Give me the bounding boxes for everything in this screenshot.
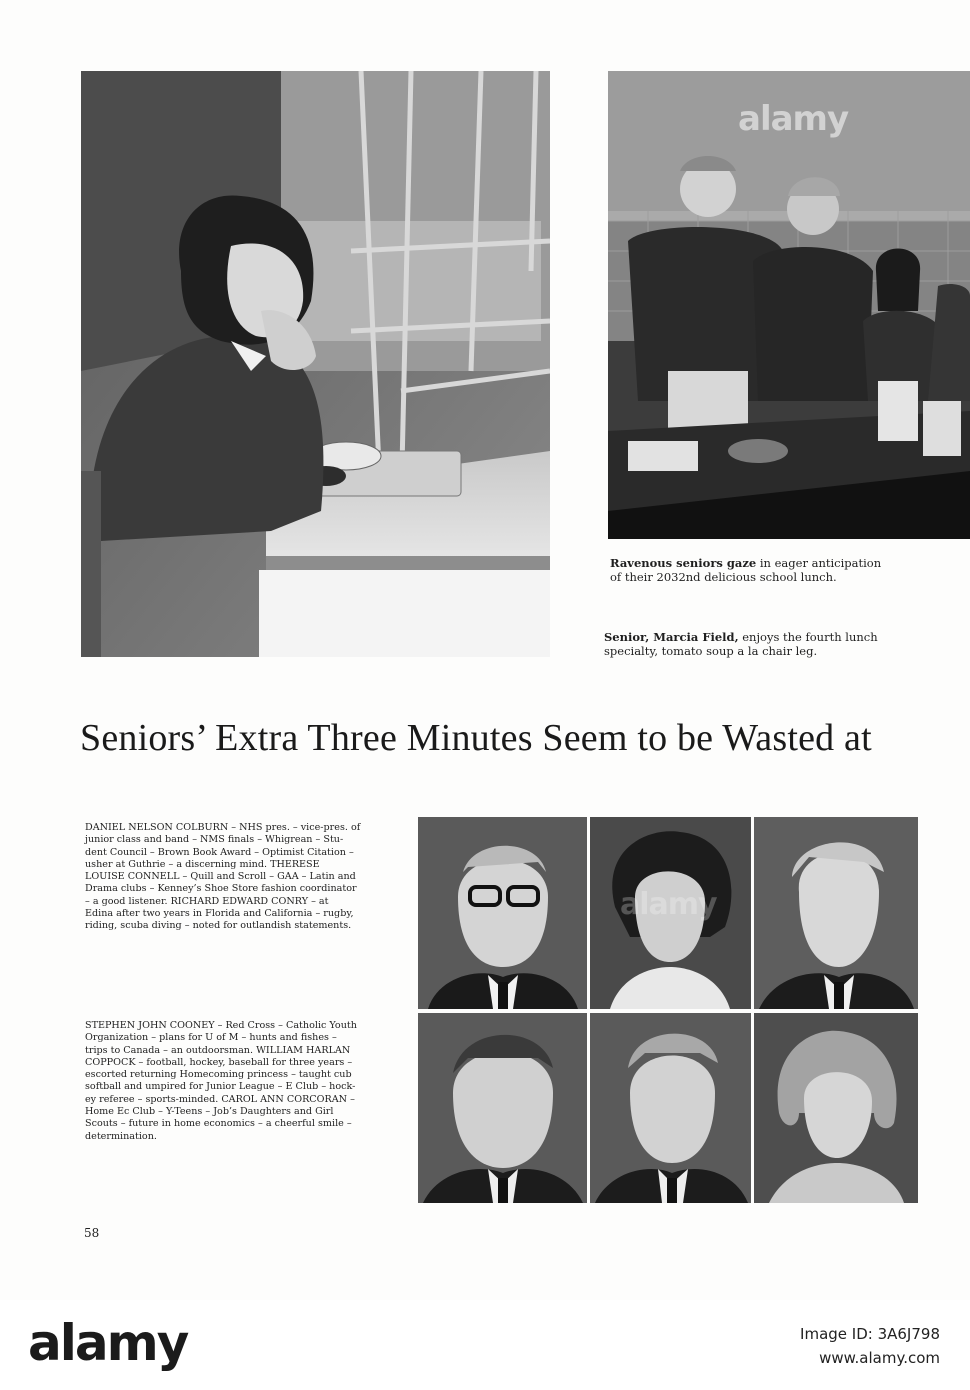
photo-girl-eating-lunch-art — [81, 71, 550, 657]
stock-logo: alamy — [28, 1314, 188, 1372]
bio-line: riding, scuba diving – noted for outlandish statements. — [85, 920, 352, 932]
caption-ravenous-line2: of their 2032nd delicious school lunch. — [610, 570, 837, 584]
bio-line: COPPOCK – football, hockey, baseball for three years – — [85, 1056, 353, 1068]
bio-line: escorted returning Homecoming princess – taught cub — [85, 1069, 352, 1081]
photo-girl-eating-lunch — [81, 71, 550, 657]
caption-ravenous-lead: Ravenous seniors gaze — [610, 556, 757, 570]
portrait-conry — [754, 817, 918, 1009]
caption-marcia-field — [604, 630, 944, 658]
page-number: 58 — [84, 1226, 100, 1240]
bio-line: DANIEL NELSON COLBURN – NHS pres. – vice-pres. of — [85, 822, 361, 833]
portrait-watermark: alamy — [620, 887, 717, 922]
portrait-cooney — [418, 1013, 587, 1203]
bio-block-second — [85, 1020, 393, 1143]
bio-line: trips to Canada – an outdoorsman. WILLIAM HARLAN — [85, 1044, 351, 1056]
portrait-corcoran-art — [754, 1013, 918, 1203]
portrait-conry-art — [754, 817, 918, 1009]
caption-ravenous-rest: in eager anticipation — [756, 556, 882, 570]
caption-ravenous-seniors — [610, 556, 940, 584]
stock-image-info — [800, 1322, 940, 1370]
bio-line: Edina after two years in Florida and California – rugby, — [85, 908, 354, 920]
bio-line: junior class and band – NMS finals – Whigrean – Stu- — [85, 834, 344, 846]
bio-line: softball and umpired for Junior League – E Club – hock- — [85, 1081, 356, 1093]
caption-marcia-lead: Senior, Marcia Field, — [604, 630, 739, 644]
bio-line: LOUISE CONNELL – Quill and Scroll – GAA – Latin and — [85, 871, 356, 883]
portrait-colburn — [418, 817, 587, 1009]
portrait-corcoran — [754, 1013, 918, 1203]
portrait-connell-art — [590, 817, 751, 1009]
bio-line: – a good listener. RICHARD EDWARD CONRY – at — [85, 895, 329, 907]
photo-seniors-lunch-line — [608, 71, 970, 539]
bio-line: ey referee – sports-minded. CAROL ANN CORCORAN – — [85, 1093, 355, 1105]
bio-line: determination. — [85, 1130, 157, 1142]
bio-block-first — [85, 822, 393, 933]
bio-line: Drama clubs – Kenney’s Shoe Store fashion coordinator — [85, 883, 357, 895]
portrait-cooney-art — [418, 1013, 587, 1203]
photo-seniors-lunch-line-art — [608, 71, 970, 539]
portrait-coppock-art — [590, 1013, 751, 1203]
caption-marcia-rest: enjoys the fourth lunch — [738, 630, 878, 644]
stock-image-id: Image ID: 3A6J798 — [800, 1325, 940, 1343]
stock-site-url: www.alamy.com — [819, 1349, 940, 1367]
bio-line: Organization – plans for U of M – hunts and fishes – — [85, 1032, 337, 1044]
bio-line: dent Council – Brown Book Award – Optimist Citation – — [85, 846, 354, 858]
bio-line: Home Ec Club – Y-Teens – Job’s Daughters and Girl — [85, 1106, 334, 1118]
page-headline: Seniors’ Extra Three Minutes Seem to be Wasted at — [80, 717, 872, 759]
portrait-connell — [590, 817, 751, 1009]
bio-line: Scouts – future in home economics – a cheerful smile – — [85, 1118, 352, 1130]
bio-line: usher at Guthrie – a discerning mind. THERESE — [85, 858, 320, 870]
caption-marcia-line2: specialty, tomato soup a la chair leg. — [604, 644, 818, 658]
portrait-colburn-art — [418, 817, 587, 1009]
bio-line: STEPHEN JOHN COONEY – Red Cross – Catholic Youth — [85, 1020, 357, 1031]
portrait-coppock — [590, 1013, 751, 1203]
photo-watermark: alamy — [738, 99, 849, 139]
stock-footer — [0, 1300, 970, 1390]
